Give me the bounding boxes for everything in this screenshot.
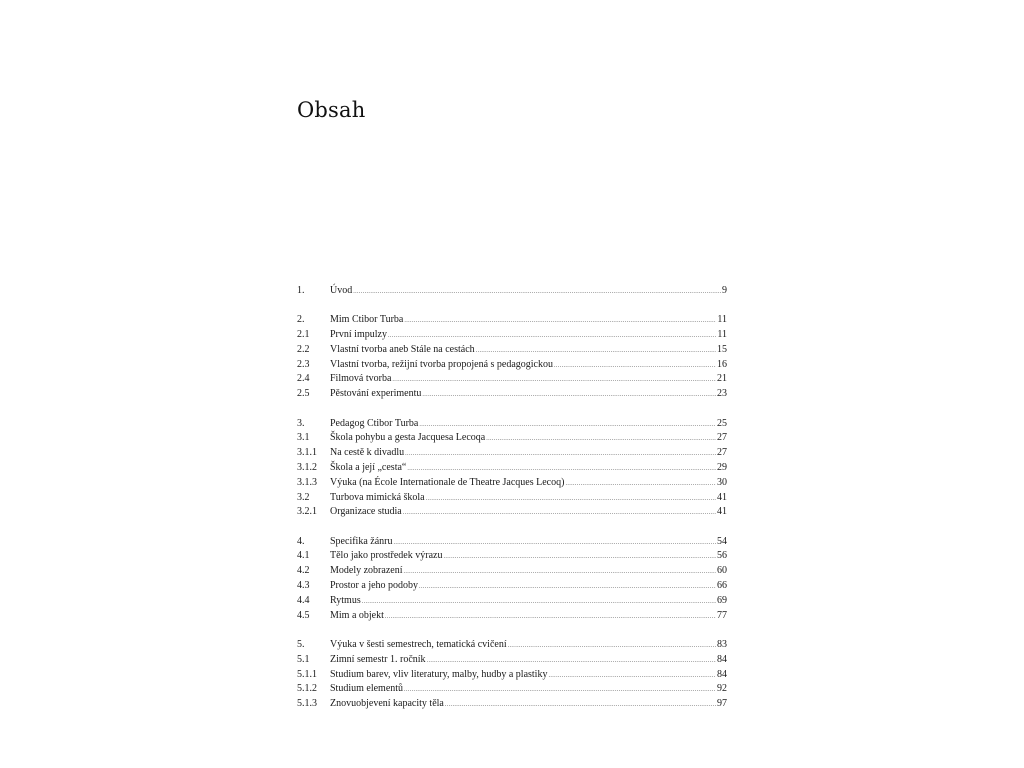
toc-entry-title: Filmová tvorba <box>330 373 392 385</box>
toc-entry-number: 3.2 <box>297 491 310 503</box>
toc-entry-number: 4.4 <box>297 594 310 606</box>
toc-entry-number: 2. <box>297 314 305 326</box>
toc-entry-title: Úvod <box>330 285 353 296</box>
toc-entry-title: Modely zobrazení <box>330 565 403 577</box>
toc-entry[interactable] <box>297 668 727 683</box>
toc-entry-page: 15 <box>717 343 727 355</box>
toc-entry-title: Mim a objekt <box>330 609 384 621</box>
toc-entry-number: 4. <box>297 535 305 547</box>
toc-entry-number: 4.1 <box>297 550 310 562</box>
toc-entry[interactable] <box>297 284 727 299</box>
toc-entry-page: 11 <box>717 314 727 326</box>
toc-entry-page: 54 <box>717 535 727 547</box>
toc-entry-title: Studium barev, vliv literatury, malby, hudby a plastiky <box>330 668 548 680</box>
toc-entry-number: 2.5 <box>297 388 310 400</box>
toc-dot-leader <box>565 477 716 492</box>
toc-entry-title: Vlastní tvorba, režijní tvorba propojená s pedagogickou <box>330 358 553 370</box>
toc-entry-page: 11 <box>717 329 727 341</box>
toc-entry-page: 16 <box>717 358 727 370</box>
toc-entry[interactable] <box>297 417 727 432</box>
toc-entry-page: 9 <box>722 285 727 296</box>
toc-dot-leader <box>404 314 716 329</box>
toc-entry-number: 4.3 <box>297 580 310 592</box>
toc-entry-title: Znovuobjevení kapacity těla <box>330 698 444 710</box>
toc-entry-number: 2.1 <box>297 329 310 341</box>
toc-entry-number: 5. <box>297 638 305 650</box>
toc-entry-number: 2.3 <box>297 358 310 370</box>
toc-dot-leader <box>419 580 716 595</box>
toc-entry[interactable] <box>297 579 727 594</box>
toc-dot-leader <box>554 359 716 374</box>
toc-entry-title: Škola a její „cesta“ <box>330 461 407 473</box>
toc-section <box>297 638 727 712</box>
toc-entry[interactable] <box>297 343 727 358</box>
toc-entry-page: 30 <box>717 476 727 488</box>
toc-dot-leader <box>393 536 716 551</box>
toc-entry[interactable] <box>297 372 727 387</box>
toc-entry-title: Výuka (na École Internationale de Theatre Jacques Lecoq) <box>330 476 565 488</box>
table-of-contents <box>297 284 727 726</box>
toc-entry[interactable] <box>297 431 727 446</box>
toc-entry-number: 3.2.1 <box>297 506 317 518</box>
toc-entry-number: 2.2 <box>297 343 310 355</box>
toc-entry-number: 5.1.3 <box>297 698 317 710</box>
toc-dot-leader <box>419 418 716 433</box>
toc-entry-number: 1. <box>297 285 305 296</box>
toc-entry-page: 27 <box>717 432 727 444</box>
toc-entry-number: 4.2 <box>297 565 310 577</box>
toc-dot-leader <box>422 388 716 403</box>
toc-entry-title: Výuka v šesti semestrech, tematická cvičení <box>330 638 507 650</box>
toc-dot-leader <box>392 373 716 388</box>
toc-entry-title: Tělo jako prostředek výrazu <box>330 550 443 562</box>
toc-entry-page: 77 <box>717 609 727 621</box>
toc-entry-page: 84 <box>717 653 727 665</box>
toc-entry[interactable] <box>297 609 727 624</box>
toc-entry-title: Prostor a jeho podoby <box>330 580 419 592</box>
toc-entry-title: Organizace studia <box>330 506 402 518</box>
toc-dot-leader <box>362 595 716 610</box>
toc-entry-page: 41 <box>717 506 727 518</box>
toc-entry-title: Specifika žánru <box>330 535 393 547</box>
toc-dot-leader <box>476 344 716 359</box>
toc-dot-leader <box>404 683 716 698</box>
toc-dot-leader <box>486 432 716 447</box>
toc-entry-number: 3.1.3 <box>297 476 317 488</box>
toc-entry-title: Turbova mimická škola <box>330 491 425 503</box>
toc-section <box>297 417 727 521</box>
toc-entry[interactable] <box>297 653 727 668</box>
toc-dot-leader <box>426 492 716 507</box>
toc-entry[interactable] <box>297 549 727 564</box>
toc-entry[interactable] <box>297 387 727 402</box>
toc-entry-page: 25 <box>717 417 727 429</box>
toc-entry[interactable] <box>297 638 727 653</box>
toc-entry-number: 2.4 <box>297 373 310 385</box>
toc-entry-page: 21 <box>717 373 727 385</box>
toc-entry[interactable] <box>297 594 727 609</box>
toc-entry-title: Na cestě k divadlu <box>330 447 405 459</box>
toc-entry-title: Pěstování experimentu <box>330 388 422 400</box>
toc-entry-number: 5.1.2 <box>297 683 317 695</box>
toc-entry-title: Vlastní tvorba aneb Stále na cestách <box>330 343 475 355</box>
toc-dot-leader <box>443 550 716 565</box>
toc-entry-title: Pedagog Ctibor Turba <box>330 417 419 429</box>
toc-entry-number: 4.5 <box>297 609 310 621</box>
toc-entry[interactable] <box>297 697 727 712</box>
toc-dot-leader <box>405 447 716 462</box>
toc-entry[interactable] <box>297 358 727 373</box>
toc-entry-number: 3.1.1 <box>297 447 317 459</box>
toc-entry-page: 84 <box>717 668 727 680</box>
toc-entry-title: Rytmus <box>330 594 361 606</box>
toc-entry[interactable] <box>297 313 727 328</box>
toc-dot-leader <box>385 610 716 625</box>
toc-entry-number: 5.1 <box>297 653 310 665</box>
toc-entry[interactable] <box>297 491 727 506</box>
toc-dot-leader <box>403 506 716 521</box>
toc-entry-title: Studium elementů <box>330 683 404 695</box>
toc-entry[interactable] <box>297 535 727 550</box>
toc-dot-leader <box>427 654 716 669</box>
toc-entry-page: 69 <box>717 594 727 606</box>
toc-entry-title: Mim Ctibor Turba <box>330 314 404 326</box>
toc-dot-leader <box>445 698 716 713</box>
toc-entry[interactable] <box>297 505 727 520</box>
toc-entry[interactable] <box>297 461 727 476</box>
toc-dot-leader <box>508 639 716 654</box>
toc-section <box>297 535 727 624</box>
toc-entry-number: 5.1.1 <box>297 668 317 680</box>
toc-dot-leader <box>388 329 716 344</box>
toc-dot-leader <box>353 285 721 300</box>
toc-entry-page: 92 <box>717 683 727 695</box>
toc-dot-leader <box>407 462 716 477</box>
toc-entry-page: 56 <box>717 550 727 562</box>
toc-entry-page: 97 <box>717 698 727 710</box>
toc-entry-page: 27 <box>717 447 727 459</box>
toc-entry[interactable] <box>297 446 727 461</box>
toc-dot-leader <box>548 669 716 684</box>
toc-entry[interactable] <box>297 682 727 697</box>
toc-entry-number: 3.1 <box>297 432 310 444</box>
page-title: Obsah <box>297 98 366 122</box>
toc-entry-title: Škola pohybu a gesta Jacquesa Lecoqa <box>330 432 486 444</box>
toc-entry-page: 83 <box>717 638 727 650</box>
toc-entry-page: 29 <box>717 461 727 473</box>
toc-entry-page: 60 <box>717 565 727 577</box>
toc-entry-title: První impulzy <box>330 329 387 341</box>
toc-entry[interactable] <box>297 328 727 343</box>
toc-entry-title: Zimní semestr 1. ročník <box>330 653 426 665</box>
toc-entry-number: 3.1.2 <box>297 461 317 473</box>
toc-entry-page: 66 <box>717 580 727 592</box>
toc-entry[interactable] <box>297 564 727 579</box>
toc-section <box>297 313 727 402</box>
toc-entry[interactable] <box>297 476 727 491</box>
toc-entry-page: 41 <box>717 491 727 503</box>
toc-dot-leader <box>403 565 716 580</box>
toc-entry-number: 3. <box>297 417 305 429</box>
toc-section <box>297 284 727 299</box>
toc-entry-page: 23 <box>717 388 727 400</box>
